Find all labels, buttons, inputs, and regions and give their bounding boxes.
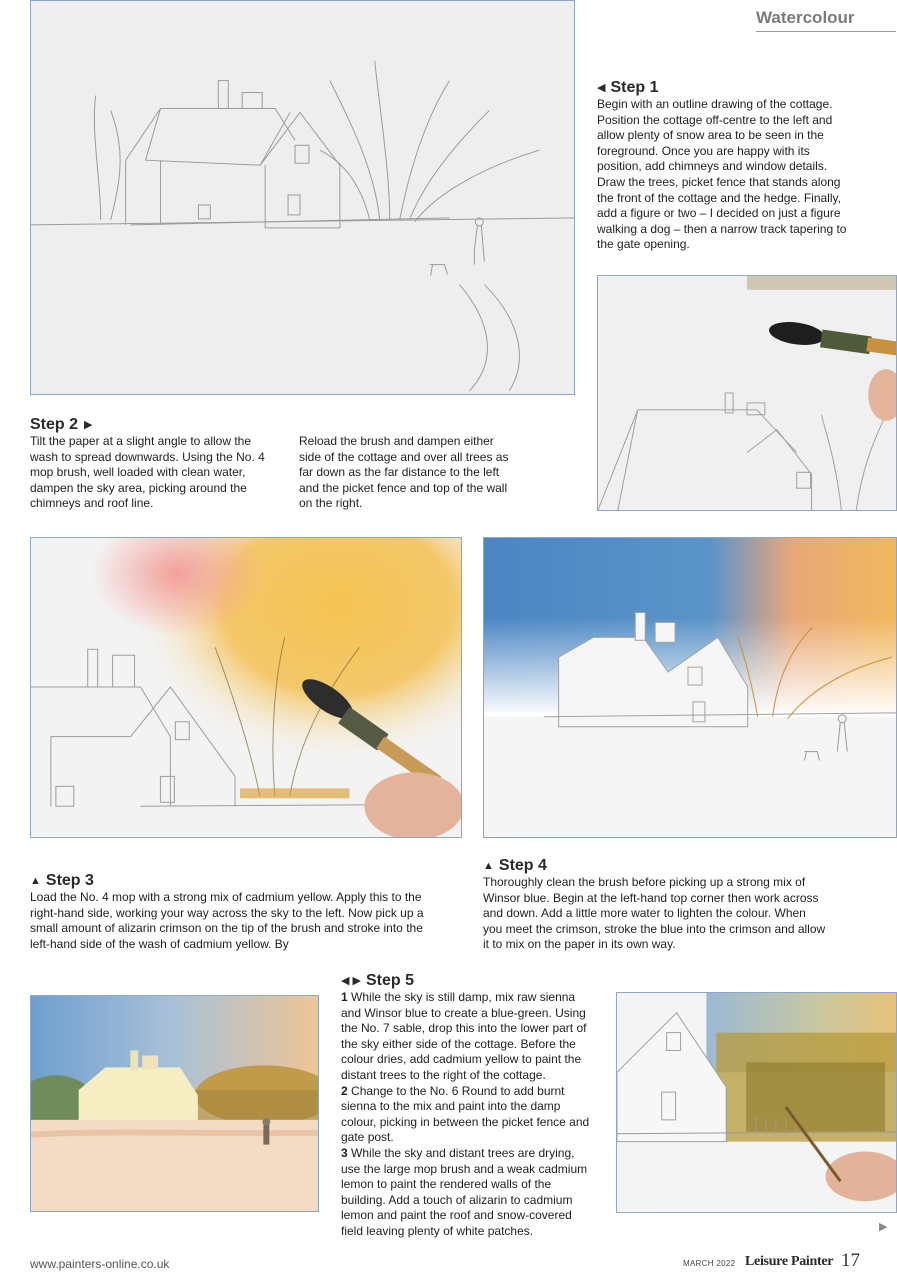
step4-arrow: ▲ xyxy=(483,860,494,872)
step3-heading xyxy=(30,872,94,890)
step4-title: Step 4 xyxy=(498,857,547,874)
step5-item-num: 3 xyxy=(341,1145,348,1160)
footer-url[interactable]: www.painters-online.co.uk xyxy=(30,1257,170,1271)
step3-arrow: ▲ xyxy=(30,875,41,887)
step5-item-text: While the sky and distant trees are drying, use the large mop brush and a weak cadmium lemon to paint the rendered walls of the building. Add a touch of alizarin to cadmium lemon and paint the roof and snow-covered field leaving plenty of white patches. xyxy=(341,1145,588,1238)
step4-blue-sky-photo xyxy=(483,537,897,838)
step1-title: Step 1 xyxy=(610,79,659,96)
footer-brand-logo: Leisure Painter xyxy=(745,1254,834,1269)
step2-text-a: Tilt the paper at a slight angle to allow the wash to spread downwards. Using the No. 4 mop brush, well loaded with clean water, dampen the sky area, picking around the chimneys and roof line. xyxy=(30,434,265,511)
step2-brush-photo xyxy=(597,275,897,511)
step4-text: Thoroughly clean the brush before picking up a strong mix of Winsor blue. Begin at the left-hand top corner then work across and down. Add a little more water to lighten the colour. When you meet the crimson, stroke the blue into the crimson and allow it to mix on the paper in its own way. xyxy=(483,875,826,952)
step5-item-text: Change to the No. 6 Round to add burnt sienna to the mix and paint into the damp colour, picking in between the picket fence and gate post. xyxy=(341,1083,590,1145)
step3-wash-photo xyxy=(30,537,462,838)
step4-heading xyxy=(483,857,547,875)
step2-heading xyxy=(30,416,92,434)
step1-arrow: ◀ xyxy=(597,82,606,94)
step5-text xyxy=(341,990,593,1240)
step1-heading xyxy=(597,79,658,97)
step5-heading xyxy=(341,972,414,990)
step5-trees-detail-photo xyxy=(616,992,897,1213)
step5-item xyxy=(341,1084,593,1146)
next-page-arrow: ▶ xyxy=(879,1221,888,1233)
step5-item-num: 1 xyxy=(341,990,348,1004)
section-tag: Watercolour xyxy=(756,8,855,27)
step5-item-text: While the sky is still damp, mix raw sienna and Winsor blue to create a blue-green. Using the No. 7 sable, drop this into the lower part of the sky either side of the cottage. Before the colour dries, add cadmium yellow to paint the distant trees to the right of the cottage. xyxy=(341,990,587,1082)
step2-title: Step 2 xyxy=(30,416,79,433)
step1-text: Begin with an outline drawing of the cottage. Position the cottage off-centre to the left and allow plenty of snow area to be seen in the foreground. Once you are happy with its position, add chimneys and window details. Draw the trees, picket fence that stands along the front of the cottage and the hedge. Finally, add a figure or two – I decided on just a figure walking a dog – then a narrow track tapering to the gate opening. xyxy=(597,97,847,252)
page-number: 17 xyxy=(841,1250,860,1271)
step3-text: Load the No. 4 mop with a strong mix of cadmium yellow. Apply this to the right-hand side, working your way across the sky to the left. Now pick up a small amount of alizarin crimson on the tip of the brush and stroke into the left-hand side of the wash of cadmium yellow. By xyxy=(30,890,424,951)
step3-title: Step 3 xyxy=(45,872,94,889)
step5-title: Step 5 xyxy=(365,972,414,989)
step5-item xyxy=(341,1146,593,1240)
step5-arrows: ◀ ▶ xyxy=(341,975,361,987)
step1-sketch-photo xyxy=(30,0,575,395)
step5-finished-photo xyxy=(30,995,319,1212)
step5-item-num: 2 xyxy=(341,1083,348,1098)
step2-arrow: ▶ xyxy=(84,419,93,431)
footer-date: MARCH 2022 xyxy=(683,1259,736,1268)
step5-item xyxy=(341,990,593,1084)
step2-text-b: Reload the brush and dampen either side of the cottage and over all trees as far down as the far distance to the left and the picket fence and top of the wall on the right. xyxy=(299,434,509,511)
section-rule xyxy=(756,31,896,32)
